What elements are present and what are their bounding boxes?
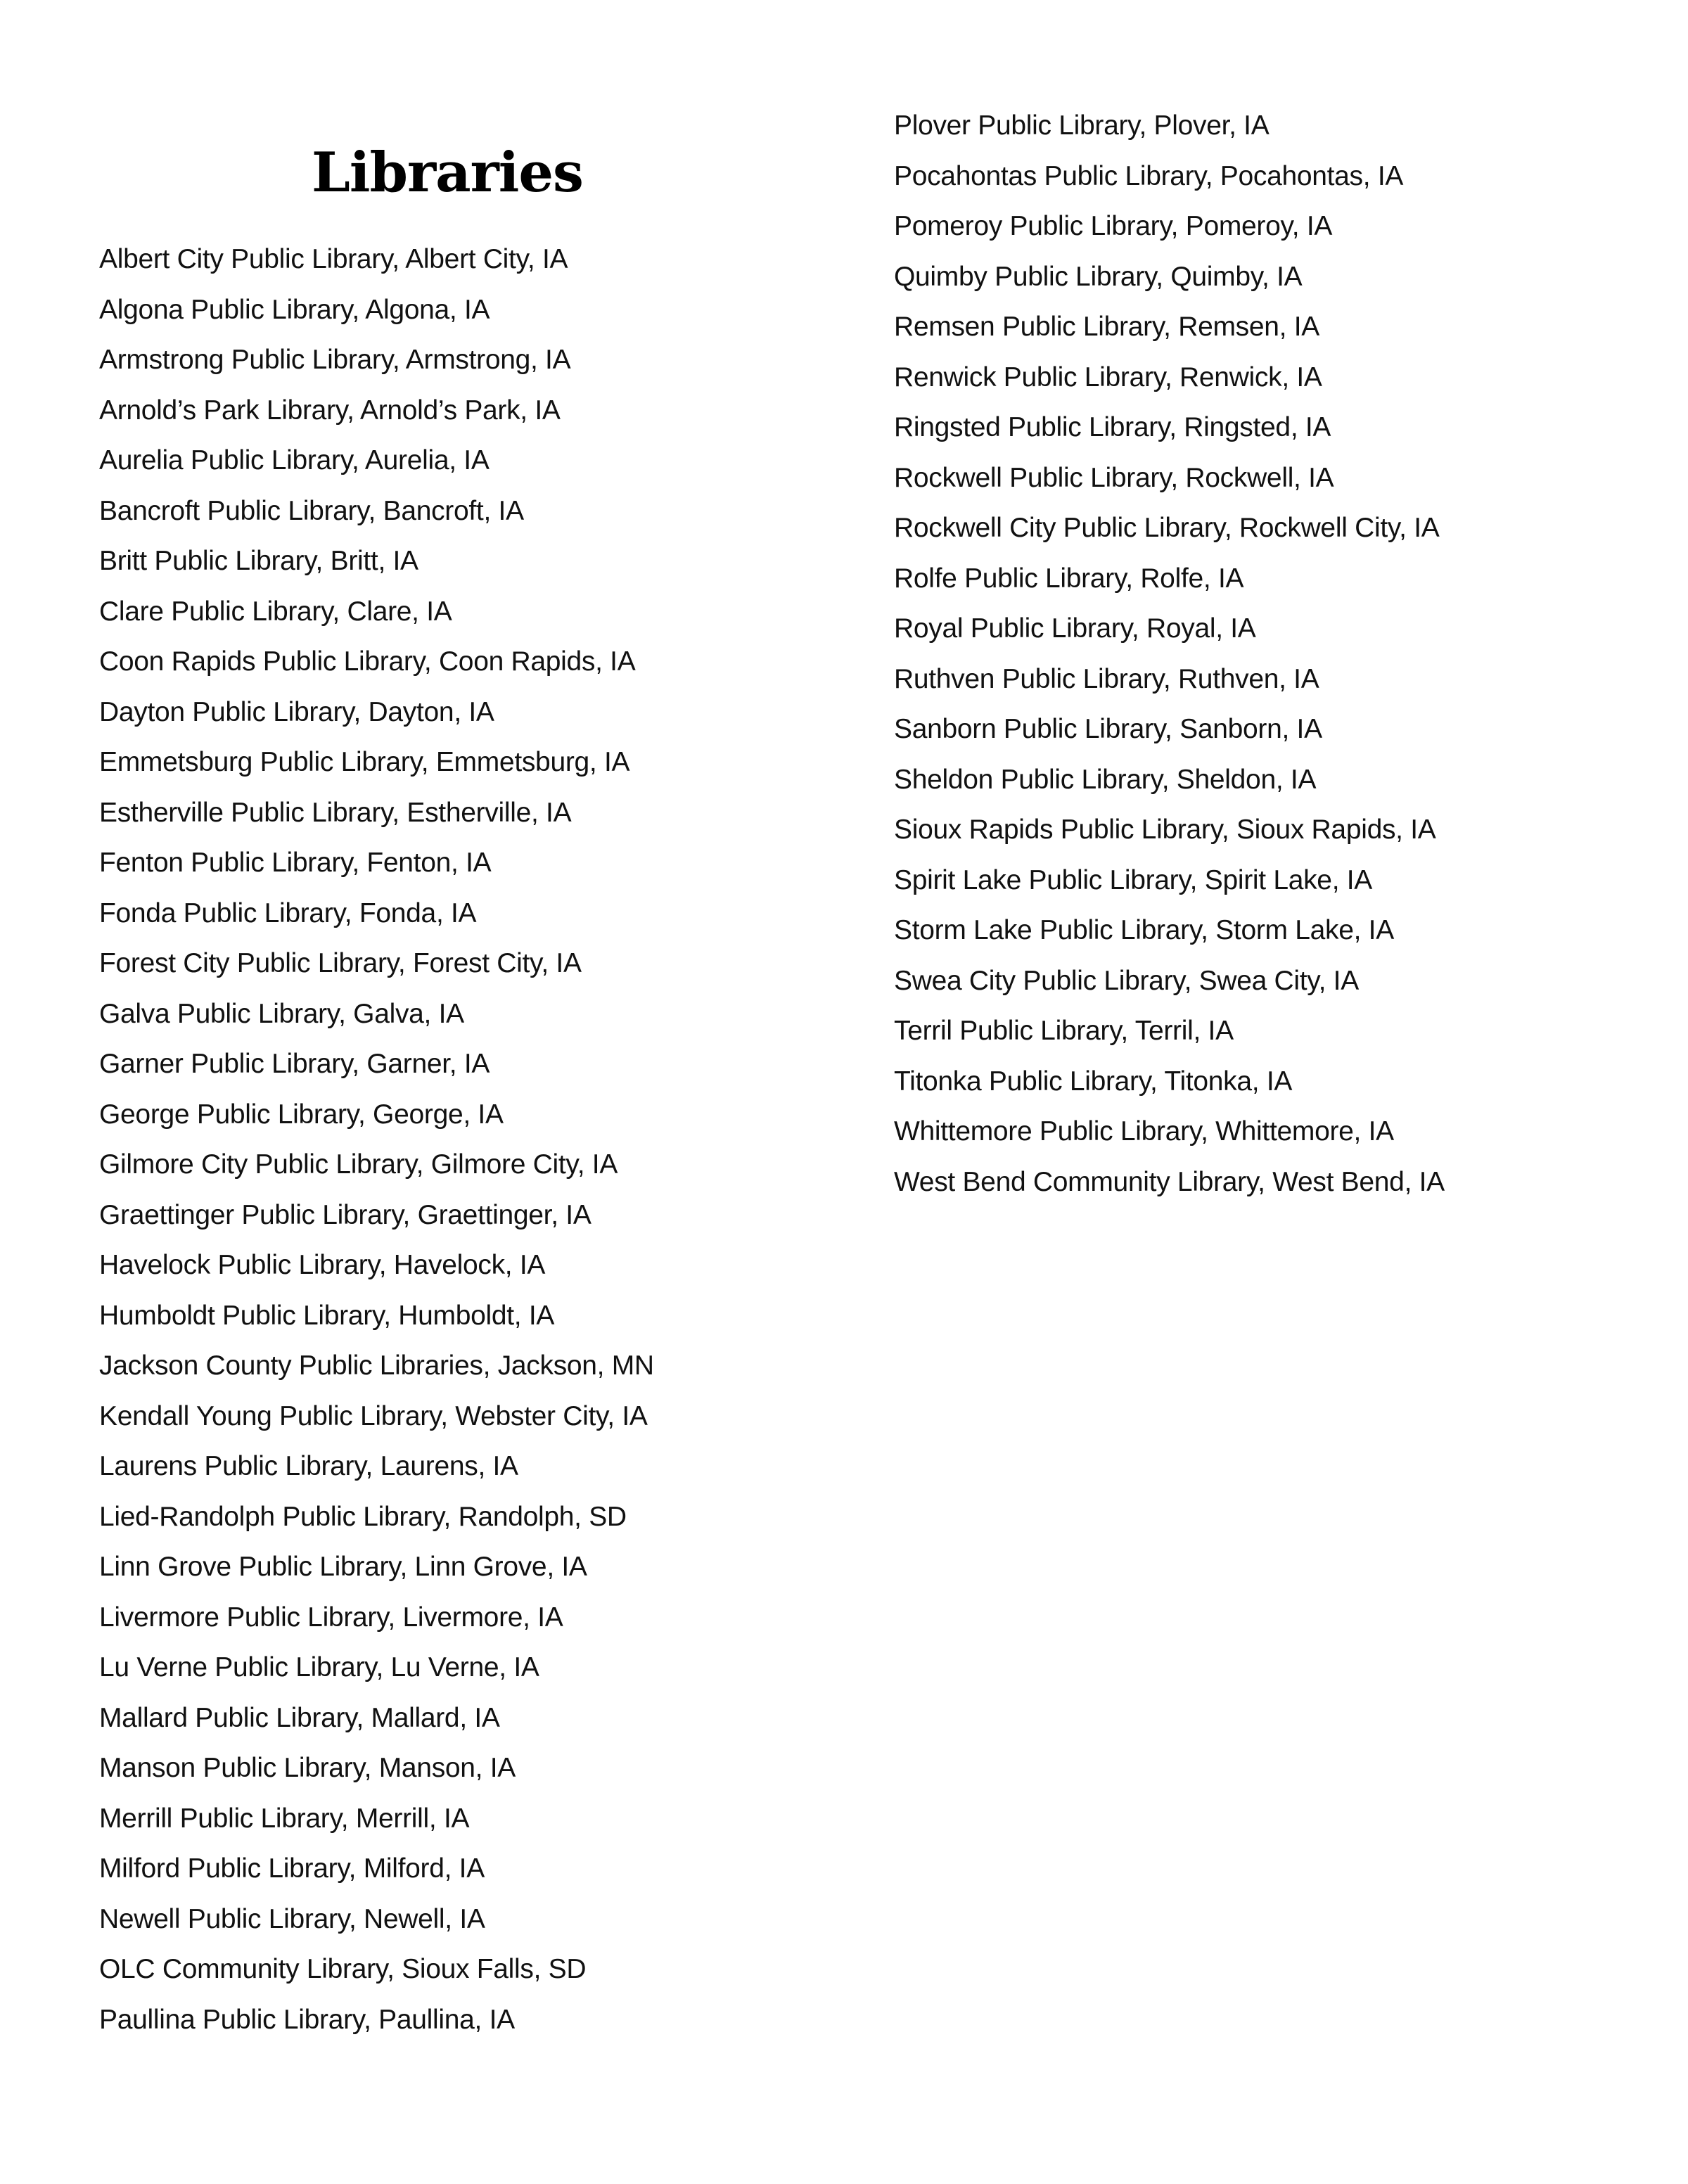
library-list-item: Livermore Public Library, Livermore, IA (99, 1602, 563, 1633)
library-list-item: OLC Community Library, Sioux Falls, SD (99, 1954, 587, 1984)
library-list-item: Aurelia Public Library, Aurelia, IA (99, 445, 490, 475)
library-list-item: Royal Public Library, Royal, IA (894, 613, 1256, 644)
library-list-item: Whittemore Public Library, Whittemore, IA (894, 1116, 1394, 1147)
library-list-item: Rockwell Public Library, Rockwell, IA (894, 462, 1334, 493)
library-list-item: Britt Public Library, Britt, IA (99, 546, 418, 576)
library-list-item: Merrill Public Library, Merrill, IA (99, 1803, 470, 1834)
library-list-item: Arnold’s Park Library, Arnold’s Park, IA (99, 395, 561, 426)
library-list-item: Milford Public Library, Milford, IA (99, 1853, 485, 1884)
library-list-item: Dayton Public Library, Dayton, IA (99, 696, 494, 727)
library-list-item: Newell Public Library, Newell, IA (99, 1903, 485, 1934)
library-list-item: Garner Public Library, Garner, IA (99, 1049, 490, 1079)
library-list-item: West Bend Community Library, West Bend, IA (894, 1166, 1445, 1197)
library-list-item: Jackson County Public Libraries, Jackson, MN (99, 1350, 654, 1381)
library-list-item: Galva Public Library, Galva, IA (99, 998, 464, 1029)
library-list-item: Pomeroy Public Library, Pomeroy, IA (894, 211, 1333, 241)
library-list-item: Swea City Public Library, Swea City, IA (894, 965, 1359, 996)
library-list-item: Fonda Public Library, Fonda, IA (99, 898, 477, 928)
library-list-item: Ruthven Public Library, Ruthven, IA (894, 663, 1319, 694)
library-list-item: Rockwell City Public Library, Rockwell City, IA (894, 513, 1440, 543)
library-list-item: Albert City Public Library, Albert City, IA (99, 244, 568, 274)
library-list-item: Rolfe Public Library, Rolfe, IA (894, 563, 1244, 594)
library-list-item: Gilmore City Public Library, Gilmore City, IA (99, 1149, 618, 1180)
library-list-item: Linn Grove Public Library, Linn Grove, IA (99, 1552, 587, 1582)
library-list-item: George Public Library, George, IA (99, 1099, 504, 1130)
library-list-item: Emmetsburg Public Library, Emmetsburg, IA (99, 747, 630, 777)
library-list-item: Plover Public Library, Plover, IA (894, 110, 1270, 141)
library-list-item: Humboldt Public Library, Humboldt, IA (99, 1300, 555, 1331)
library-list-left-column (99, 234, 654, 2045)
library-list-item: Coon Rapids Public Library, Coon Rapids, IA (99, 646, 636, 677)
library-list-item: Bancroft Public Library, Bancroft, IA (99, 495, 524, 526)
library-list-item: Titonka Public Library, Titonka, IA (894, 1066, 1293, 1097)
library-list-item: Havelock Public Library, Havelock, IA (99, 1250, 546, 1280)
library-list-item: Spirit Lake Public Library, Spirit Lake, IA (894, 864, 1373, 895)
library-list-item: Paullina Public Library, Paullina, IA (99, 2004, 515, 2035)
library-list-item: Kendall Young Public Library, Webster City, IA (99, 1400, 648, 1431)
page-title: Libraries (312, 141, 583, 205)
library-list-item: Clare Public Library, Clare, IA (99, 596, 452, 627)
library-list-item: Laurens Public Library, Laurens, IA (99, 1451, 518, 1481)
library-list-item: Sheldon Public Library, Sheldon, IA (894, 764, 1317, 795)
library-list-item: Manson Public Library, Manson, IA (99, 1753, 516, 1783)
library-list-item: Armstrong Public Library, Armstrong, IA (99, 345, 571, 375)
library-list-item: Remsen Public Library, Remsen, IA (894, 312, 1319, 342)
library-list-item: Mallard Public Library, Mallard, IA (99, 1702, 500, 1733)
library-list-item: Renwick Public Library, Renwick, IA (894, 362, 1322, 392)
library-list-item: Algona Public Library, Algona, IA (99, 294, 490, 325)
library-list-item: Storm Lake Public Library, Storm Lake, IA (894, 915, 1394, 945)
library-list-item: Ringsted Public Library, Ringsted, IA (894, 412, 1331, 442)
library-list-right-column (894, 101, 1445, 1207)
library-list-item: Graettinger Public Library, Graettinger, IA (99, 1199, 592, 1230)
library-list-item: Fenton Public Library, Fenton, IA (99, 848, 492, 878)
library-list-item: Terril Public Library, Terril, IA (894, 1016, 1234, 1046)
library-list-item: Sanborn Public Library, Sanborn, IA (894, 714, 1322, 744)
library-list-item: Quimby Public Library, Quimby, IA (894, 261, 1303, 292)
library-list-item: Lu Verne Public Library, Lu Verne, IA (99, 1652, 539, 1682)
library-list-item: Estherville Public Library, Estherville, IA (99, 797, 572, 828)
library-list-item: Forest City Public Library, Forest City, IA (99, 948, 582, 978)
library-list-item: Pocahontas Public Library, Pocahontas, IA (894, 160, 1404, 191)
library-list-item: Lied-Randolph Public Library, Randolph, SD (99, 1501, 627, 1532)
library-list-item: Sioux Rapids Public Library, Sioux Rapids, IA (894, 815, 1436, 845)
